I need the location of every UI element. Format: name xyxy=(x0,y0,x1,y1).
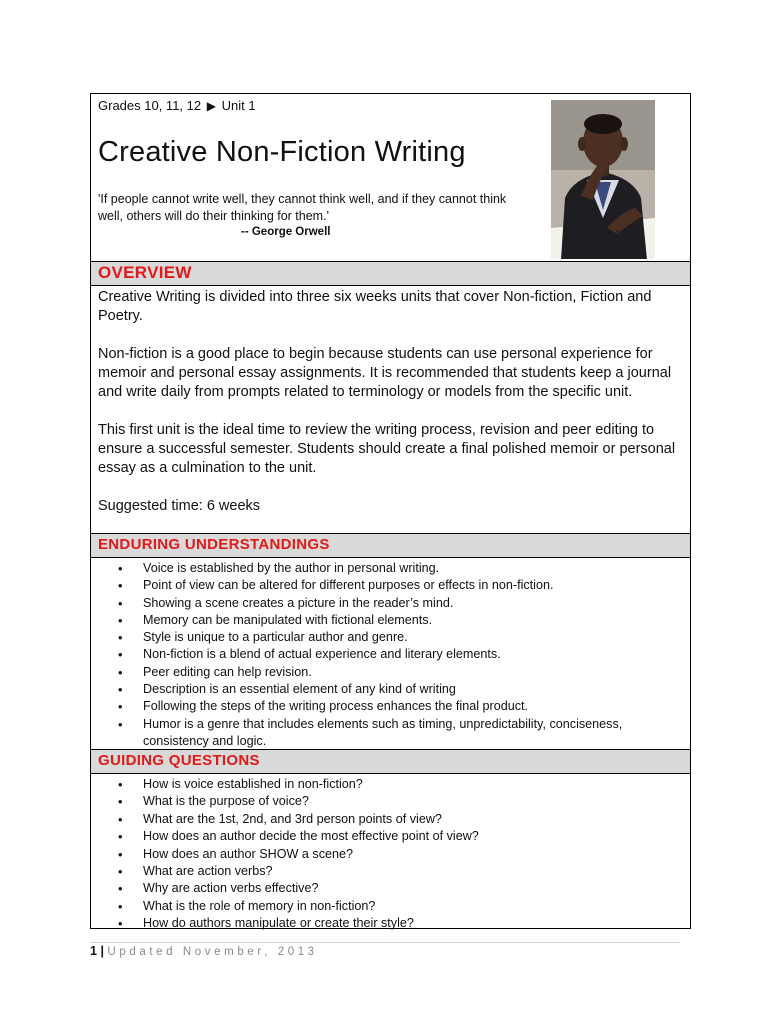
list-item: • Showing a scene creates a picture in the reader’s mind. xyxy=(143,595,690,612)
grades-line xyxy=(98,98,256,113)
student-writing-photo xyxy=(551,100,655,259)
enduring-understandings-header xyxy=(91,534,690,558)
guiding-heading: GUIDING QUESTIONS xyxy=(98,752,260,769)
enduring-heading: ENDURING UNDERSTANDINGS xyxy=(98,536,330,553)
suggested-time: Suggested time: 6 weeks xyxy=(98,498,261,514)
student-writing-illustration xyxy=(551,100,655,259)
updated-date: Updated November, 2013 xyxy=(107,946,318,958)
guiding-questions-body xyxy=(91,774,690,930)
guiding-list xyxy=(91,774,690,933)
arrow-right-icon: ▶ xyxy=(206,99,216,113)
unit-header xyxy=(91,94,690,262)
list-item: • Voice is established by the author in personal writing. xyxy=(143,560,690,577)
list-item: • Peer editing can help revision. xyxy=(143,664,690,681)
overview-paragraph-2: Non-fiction is a good place to begin because students can use personal experience for memoir and personal essay assignments. It is recommended that students keep a journal and write daily from prompts related to terminology or models from the specific unit. xyxy=(98,346,672,400)
enduring-understandings-body xyxy=(91,558,690,750)
list-item: • Humor is a genre that includes elements such as timing, unpredictability, conciseness, consistency and logic. xyxy=(143,716,690,751)
list-item: • How does an author decide the most effective point of view? xyxy=(143,828,690,845)
page-number: 1 xyxy=(90,944,97,958)
grades-text: Grades 10, 11, 12 xyxy=(98,98,202,113)
footer-divider xyxy=(90,942,680,943)
list-item: • What is the role of memory in non-fiction? xyxy=(143,898,690,915)
list-item: • Style is unique to a particular author and genre. xyxy=(143,629,690,646)
list-item: • What are the 1st, 2nd, and 3rd person points of view? xyxy=(143,811,690,828)
page-footer xyxy=(90,944,318,958)
overview-paragraph-3: This first unit is the ideal time to review the writing process, revision and peer editing to ensure a successful semester. Students should create a final polished memoir or personal essay as a culmination to the unit. xyxy=(98,422,676,476)
overview-paragraph-1: Creative Writing is divided into three six weeks units that cover Non-fiction, Fiction and Poetry. xyxy=(98,289,652,324)
list-item: • How does an author SHOW a scene? xyxy=(143,846,690,863)
enduring-list xyxy=(91,558,690,750)
list-item: • How do authors manipulate or create their style? xyxy=(143,915,690,932)
list-item: • How is voice established in non-fiction? xyxy=(143,776,690,793)
footer-separator: | xyxy=(100,944,104,958)
list-item: • What is the purpose of voice? xyxy=(143,793,690,810)
list-item: • What are action verbs? xyxy=(143,863,690,880)
quote-author: -- George Orwell xyxy=(241,226,331,238)
list-item: • Point of view can be altered for different purposes or effects in non-fiction. xyxy=(143,577,690,594)
page-title: Creative Non-Fiction Writing xyxy=(98,136,466,168)
orwell-quote: 'If people cannot write well, they cannot think well, and if they cannot think well, others will do their thinking for them.' xyxy=(98,192,507,223)
unit-text: Unit 1 xyxy=(221,98,256,113)
list-item: • Memory can be manipulated with fictional elements. xyxy=(143,612,690,629)
unit-table xyxy=(90,93,691,929)
list-item: • Why are action verbs effective? xyxy=(143,880,690,897)
list-item: • Following the steps of the writing process enhances the final product. xyxy=(143,698,690,715)
overview-header xyxy=(91,262,690,286)
list-item: • Description is an essential element of any kind of writing xyxy=(143,681,690,698)
overview-heading: OVERVIEW xyxy=(98,263,192,282)
list-item: • Non-fiction is a blend of actual experience and literary elements. xyxy=(143,646,690,663)
overview-body xyxy=(91,286,690,534)
guiding-questions-header xyxy=(91,750,690,774)
